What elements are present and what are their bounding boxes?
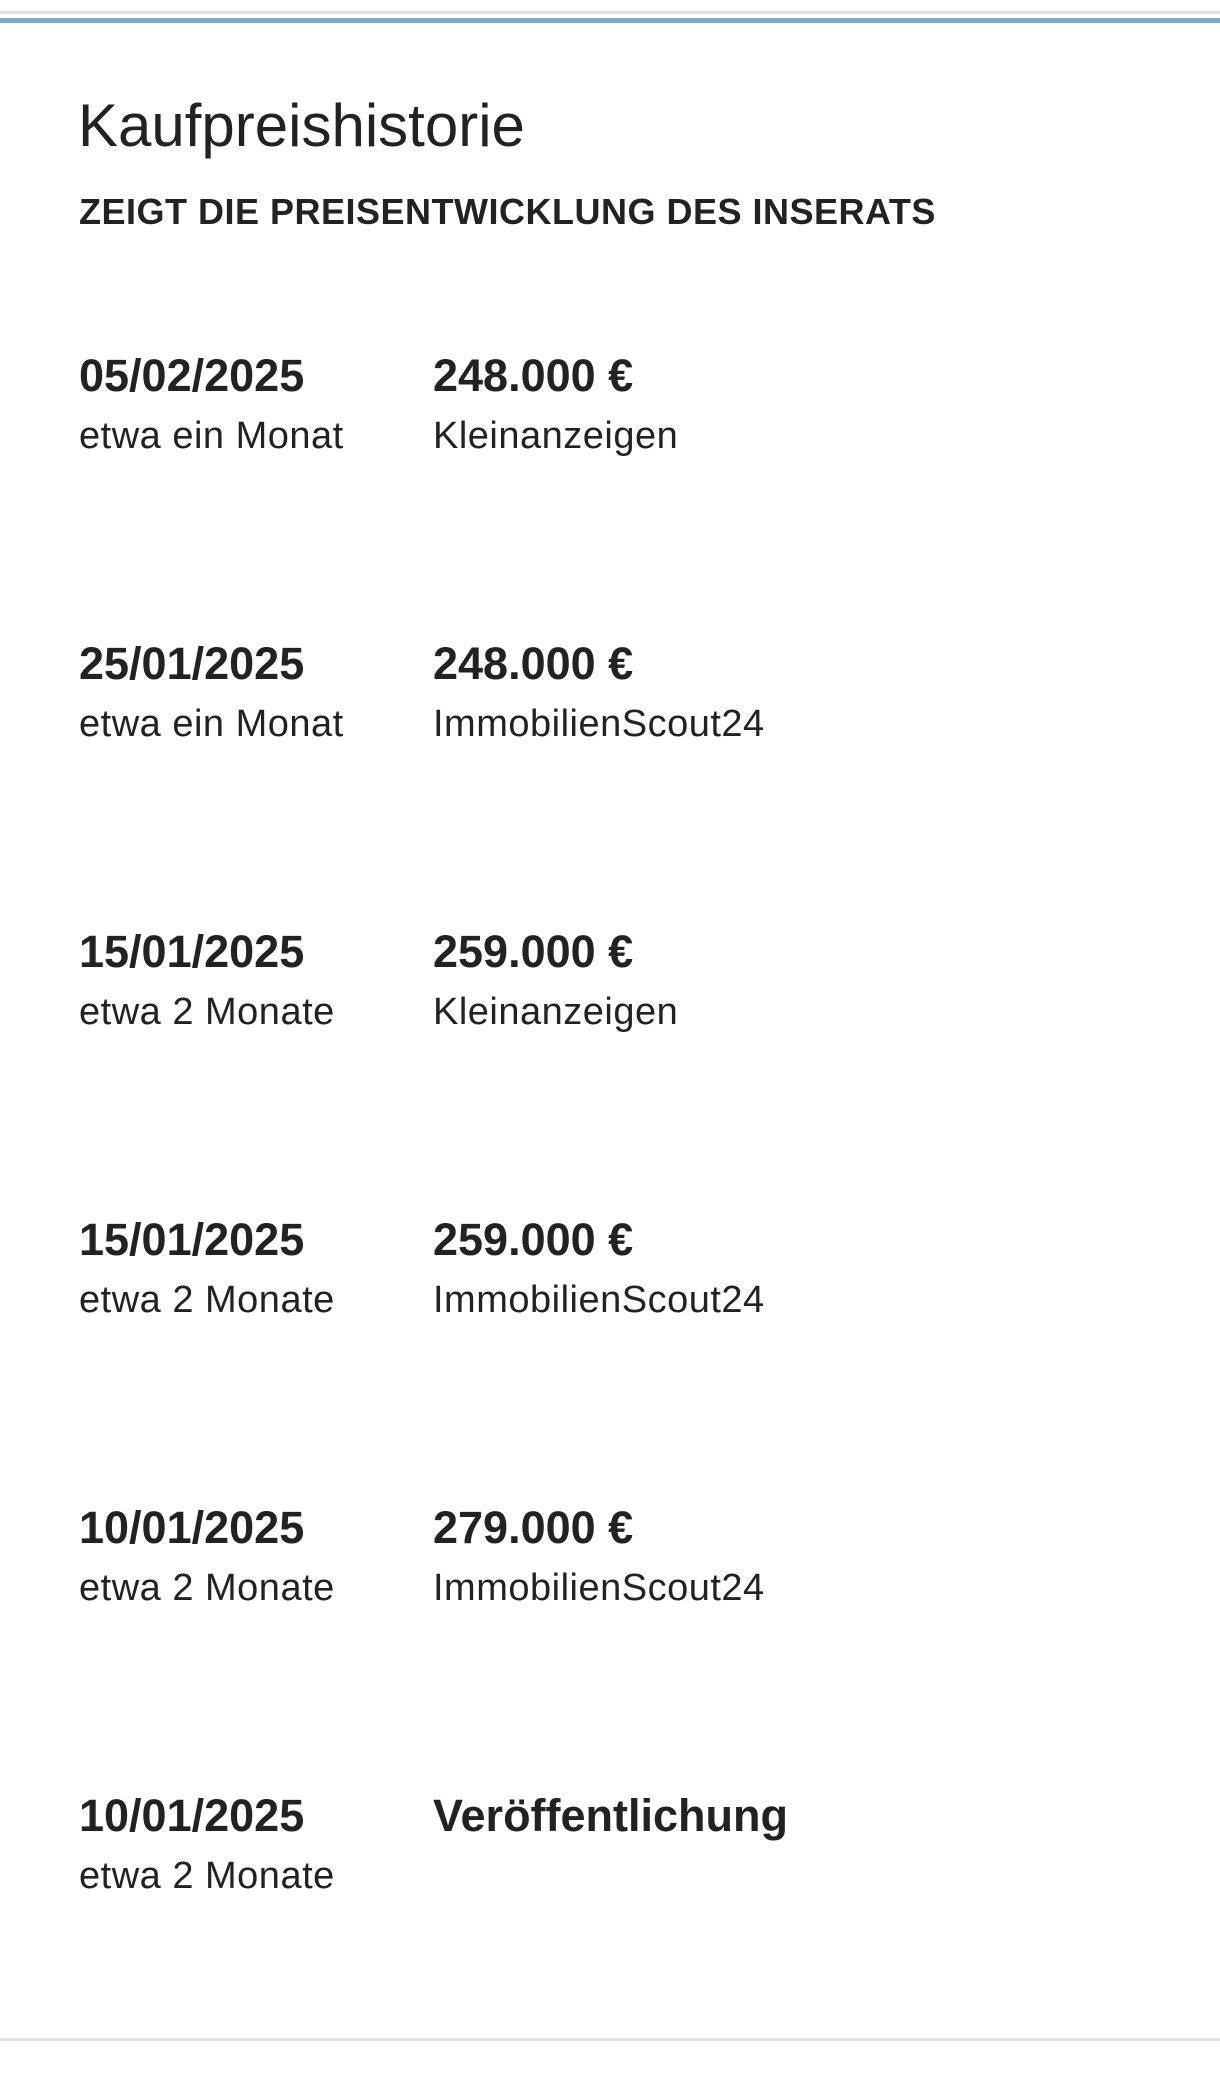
entry-ago: etwa ein Monat (79, 415, 344, 457)
entry-date: 10/01/2025 (79, 1790, 305, 1841)
entry-date: 15/01/2025 (79, 1214, 305, 1265)
entry-date: 15/01/2025 (79, 926, 305, 977)
entry-date: 05/02/2025 (79, 350, 305, 401)
entry-price: 259.000 € (433, 1214, 634, 1265)
bottom-divider (0, 2038, 1220, 2041)
entry-price: 279.000 € (433, 1502, 634, 1553)
entry-source: ImmobilienScout24 (433, 703, 765, 745)
entry-price: 248.000 € (433, 638, 634, 689)
entry-ago: etwa 2 Monate (79, 1279, 335, 1321)
page-title: Kaufpreishistorie (78, 92, 525, 159)
entry-source: Kleinanzeigen (433, 991, 679, 1033)
entry-price: 248.000 € (433, 350, 634, 401)
entry-ago: etwa 2 Monate (79, 1855, 335, 1897)
entry-source: ImmobilienScout24 (433, 1567, 765, 1609)
entry-event: Veröffentlichung (433, 1790, 789, 1841)
entry-ago: etwa ein Monat (79, 703, 344, 745)
entry-ago: etwa 2 Monate (79, 1567, 335, 1609)
accent-divider (0, 18, 1220, 23)
entry-date: 10/01/2025 (79, 1502, 305, 1553)
entry-ago: etwa 2 Monate (79, 991, 335, 1033)
top-divider (0, 11, 1220, 14)
entry-price: 259.000 € (433, 926, 634, 977)
entry-source: ImmobilienScout24 (433, 1279, 765, 1321)
page-subtitle: ZEIGT DIE PREISENTWICKLUNG DES INSERATS (79, 191, 936, 232)
entry-source: Kleinanzeigen (433, 415, 679, 457)
entry-date: 25/01/2025 (79, 638, 305, 689)
